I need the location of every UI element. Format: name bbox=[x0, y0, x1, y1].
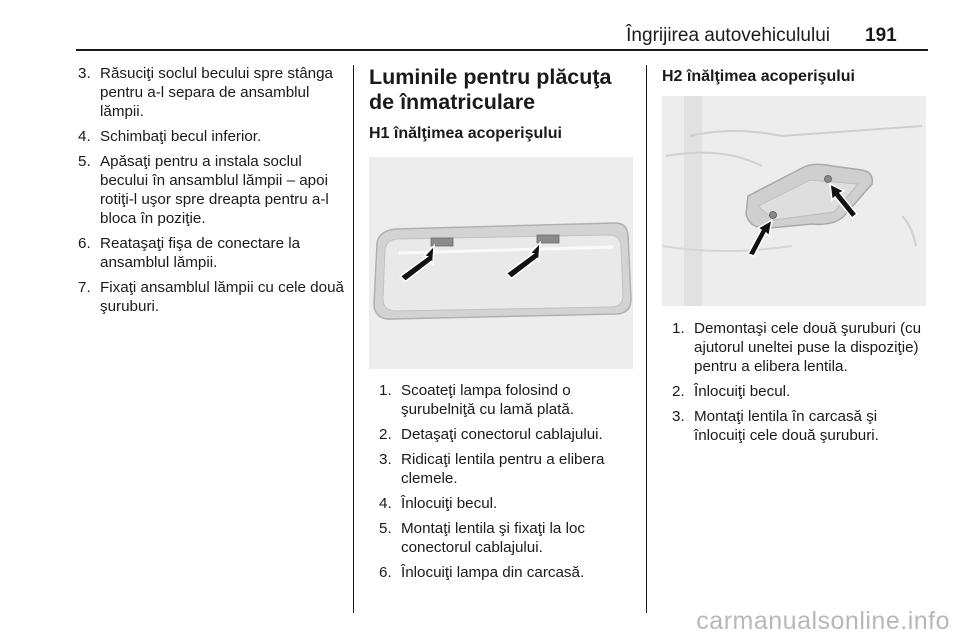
list-item: 6. Înlocuiţi lampa din carcasă. bbox=[379, 564, 585, 581]
running-header-title: Îngrijirea autovehiculului bbox=[626, 25, 830, 46]
list-item: 3. Răsuciţi soclul becului spre stânga pentru a-l separa de ansamblul lămpii. bbox=[78, 65, 333, 120]
list-item: 3. Ridicaţi lentila pentru a elibera clemele. bbox=[379, 451, 605, 487]
steps-list bbox=[78, 64, 348, 316]
column-divider-2 bbox=[646, 65, 647, 613]
steps-list bbox=[662, 319, 932, 445]
list-item: 1. Scoateţi lampa folosind o şurubelniţă cu lamă plată. bbox=[379, 382, 575, 418]
list-item: 3. Montaţi lentila în carcasă şi înlocuiţi cele două şuruburi. bbox=[672, 408, 879, 444]
page-number: 191 bbox=[865, 25, 897, 46]
list-item: 6. Reataşaţi fişa de conectare la ansamblul lămpii. bbox=[78, 235, 301, 271]
list-item: 4. Înlocuiţi becul. bbox=[379, 495, 498, 512]
list-item: 5. Montaţi lentila şi fixaţi la loc conectorul cablajului. bbox=[379, 520, 586, 556]
subsection-title-h1: H1 înălţimea acoperişului bbox=[369, 125, 562, 142]
figure-license-lamp-h1 bbox=[369, 157, 633, 369]
list-item: 5. Apăsaţi pentru a instala soclul becului în ansamblul lămpii – apoi rotiţi-l uşor spre dreapta pentru a-l bloca în poziţie. bbox=[78, 153, 329, 227]
subsection-title-h2: H2 înălţimea acoperişului bbox=[662, 68, 855, 85]
header-rule bbox=[76, 49, 928, 51]
column-divider-1 bbox=[353, 65, 354, 613]
watermark: carmanualsonline.info bbox=[696, 607, 950, 635]
column-1 bbox=[78, 64, 348, 322]
list-item: 4. Schimbaţi becul inferior. bbox=[78, 128, 262, 145]
list-item: 2. Detaşaţi conectorul cablajului. bbox=[379, 426, 603, 443]
figure-license-lamp-h2 bbox=[662, 96, 926, 306]
list-item: 2. Înlocuiţi becul. bbox=[672, 383, 791, 400]
column-2 bbox=[369, 64, 637, 588]
list-item: 1. Demontaşi cele două şuruburi (cu ajutorul uneltei puse la dispoziţie) pentru a elibera lentila. bbox=[672, 320, 922, 375]
steps-list bbox=[369, 381, 637, 582]
column-3 bbox=[662, 64, 932, 451]
list-item: 7. Fixaţi ansamblul lămpii cu cele două şuruburi. bbox=[78, 279, 344, 315]
section-title: Luminile pentru plăcuţa de înmatriculare bbox=[369, 65, 612, 114]
